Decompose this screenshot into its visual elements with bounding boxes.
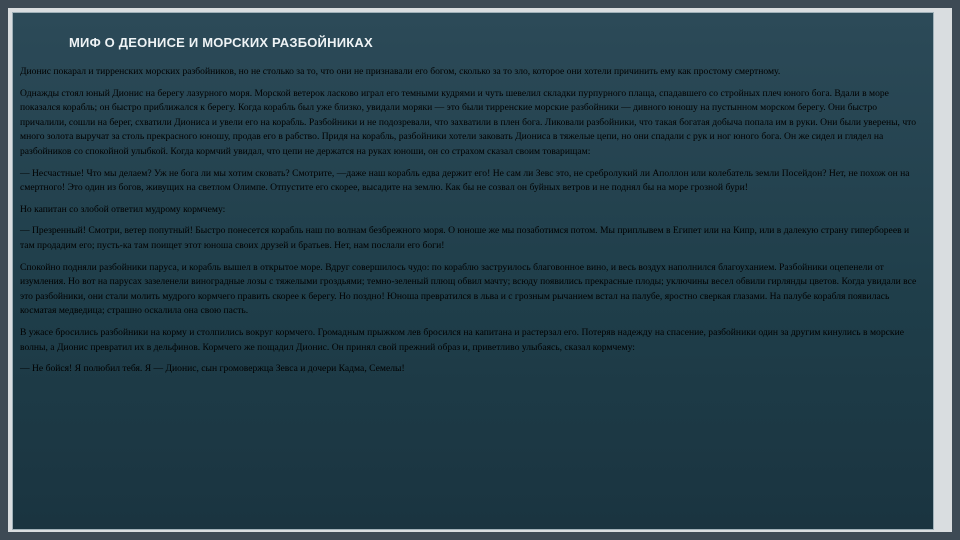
paragraph-capture: Однажды стоял юный Дионис на берегу лазурного моря. Морской ветерок ласково играл его темными кудрями и чуть шевелил складки пурпурного плаща, спадавшего со стройных плеч юного бога. Вдали в море показался корабль; он быстро приближался к берегу. Когда корабль был уже близко, увидали моряки — это были тирренские морские разбойники — дивного юношу на пустынном морском берегу. Они быстро причалили, сошли на берег, схватили Диониса и увели его на корабль. Разбойники и не подозревали, что захватили в плен бога. Ликовали разбойники, что такая богатая добыча попала им в руки. Они были уверены, что много золота выручат за столь прекрасного юношу, продав его в рабство. Придя на корабль, разбойники хотели заковать Диониса в тяжелые цепи, но они спадали с рук и ног юного бога. Он же сидел и глядел на разбойников со спокойной улыбкой. Когда кормчий увидал, что цепи не держатся на руках юноши, он со страхом сказал своим товарищам:	[20, 87, 917, 157]
slide-body	[19, 65, 925, 384]
paragraph-dionysus-words: — Не бойся! Я полюбил тебя. Я — Дионис, сын громовержца Зевса и дочери Кадма, Семелы!	[20, 363, 405, 375]
paragraph-intro: Дионис покарал и тирренских морских разбойников, но не столько за то, что они не признавали его богом, сколько за то зло, которое они хотели причинить ему как простому смертному.	[20, 66, 781, 77]
paragraph-helmsman-warning: — Несчастные! Что мы делаем? Уж не бога ли мы хотим сковать? Смотрите, —даже наш корабль едва держит его! Не сам ли Зевс это, не сребролукий ли Аполлон или колебатель земли Посейдон? Нет, не похож он на смертного! Это один из богов, живущих на светлом Олимпе. Отпустите его скорее, высадите на землю. Как бы не созвал он буйных ветров и не поднял бы на море грозной бури!	[20, 167, 910, 194]
slide	[12, 12, 934, 530]
paragraph-miracle: Спокойно подняли разбойники паруса, и корабль вышел в открытое море. Вдруг совершилось чудо: по кораблю заструилось благовонное вино, и весь воздух наполнился благоуханием. Разбойники оцепенели от изумления. Но вот на парусах зазеленели виноградные лозы с тяжелыми гроздьями; темно-зеленый плющ обвил мачту; всюду появились прекрасные плоды; уключины весел обвили гирлянды цветов. Когда увидали все это разбойники, они стали молить мудрого кормчего править скорее к берегу. Но поздно! Юноша превратился в льва и с грозным рычанием встал на палубе, яростно сверкая глазами. На палубе корабля появилась косматая медведица; страшно оскалила она свою пасть.	[20, 261, 917, 317]
paragraph-captain-reply: — Презренный! Смотри, ветер попутный! Быстро понесется корабль наш по волнам безбрежного моря. О юноше же мы позаботимся потом. Мы приплывем в Египет или на Кипр, или в далекую страну гипербореев и там продадим его; пусть-ка там поищет этот юноша своих друзей и братьев. Нет, нам послали его боги!	[20, 225, 910, 251]
paragraph-captain-reply-intro: Но капитан со злобой ответил мудрому кормчему:	[20, 203, 226, 215]
paragraph-dolphins: В ужасе бросились разбойники на корму и столпились вокруг кормчего. Громадным прыжком лев бросился на капитана и растерзал его. Потеряв надежду на спасение, разбойники один за другим кинулись в морские волны, а Дионис превратил их в дельфинов. Кормчего же пощадил Дионис. Он принял свой прежний образ и, приветливо улыбаясь, сказал кормчему:	[20, 326, 904, 353]
slide-title: МИФ О ДЕОНИСЕ И МОРСКИХ РАЗБОЙНИКАХ	[69, 35, 373, 50]
